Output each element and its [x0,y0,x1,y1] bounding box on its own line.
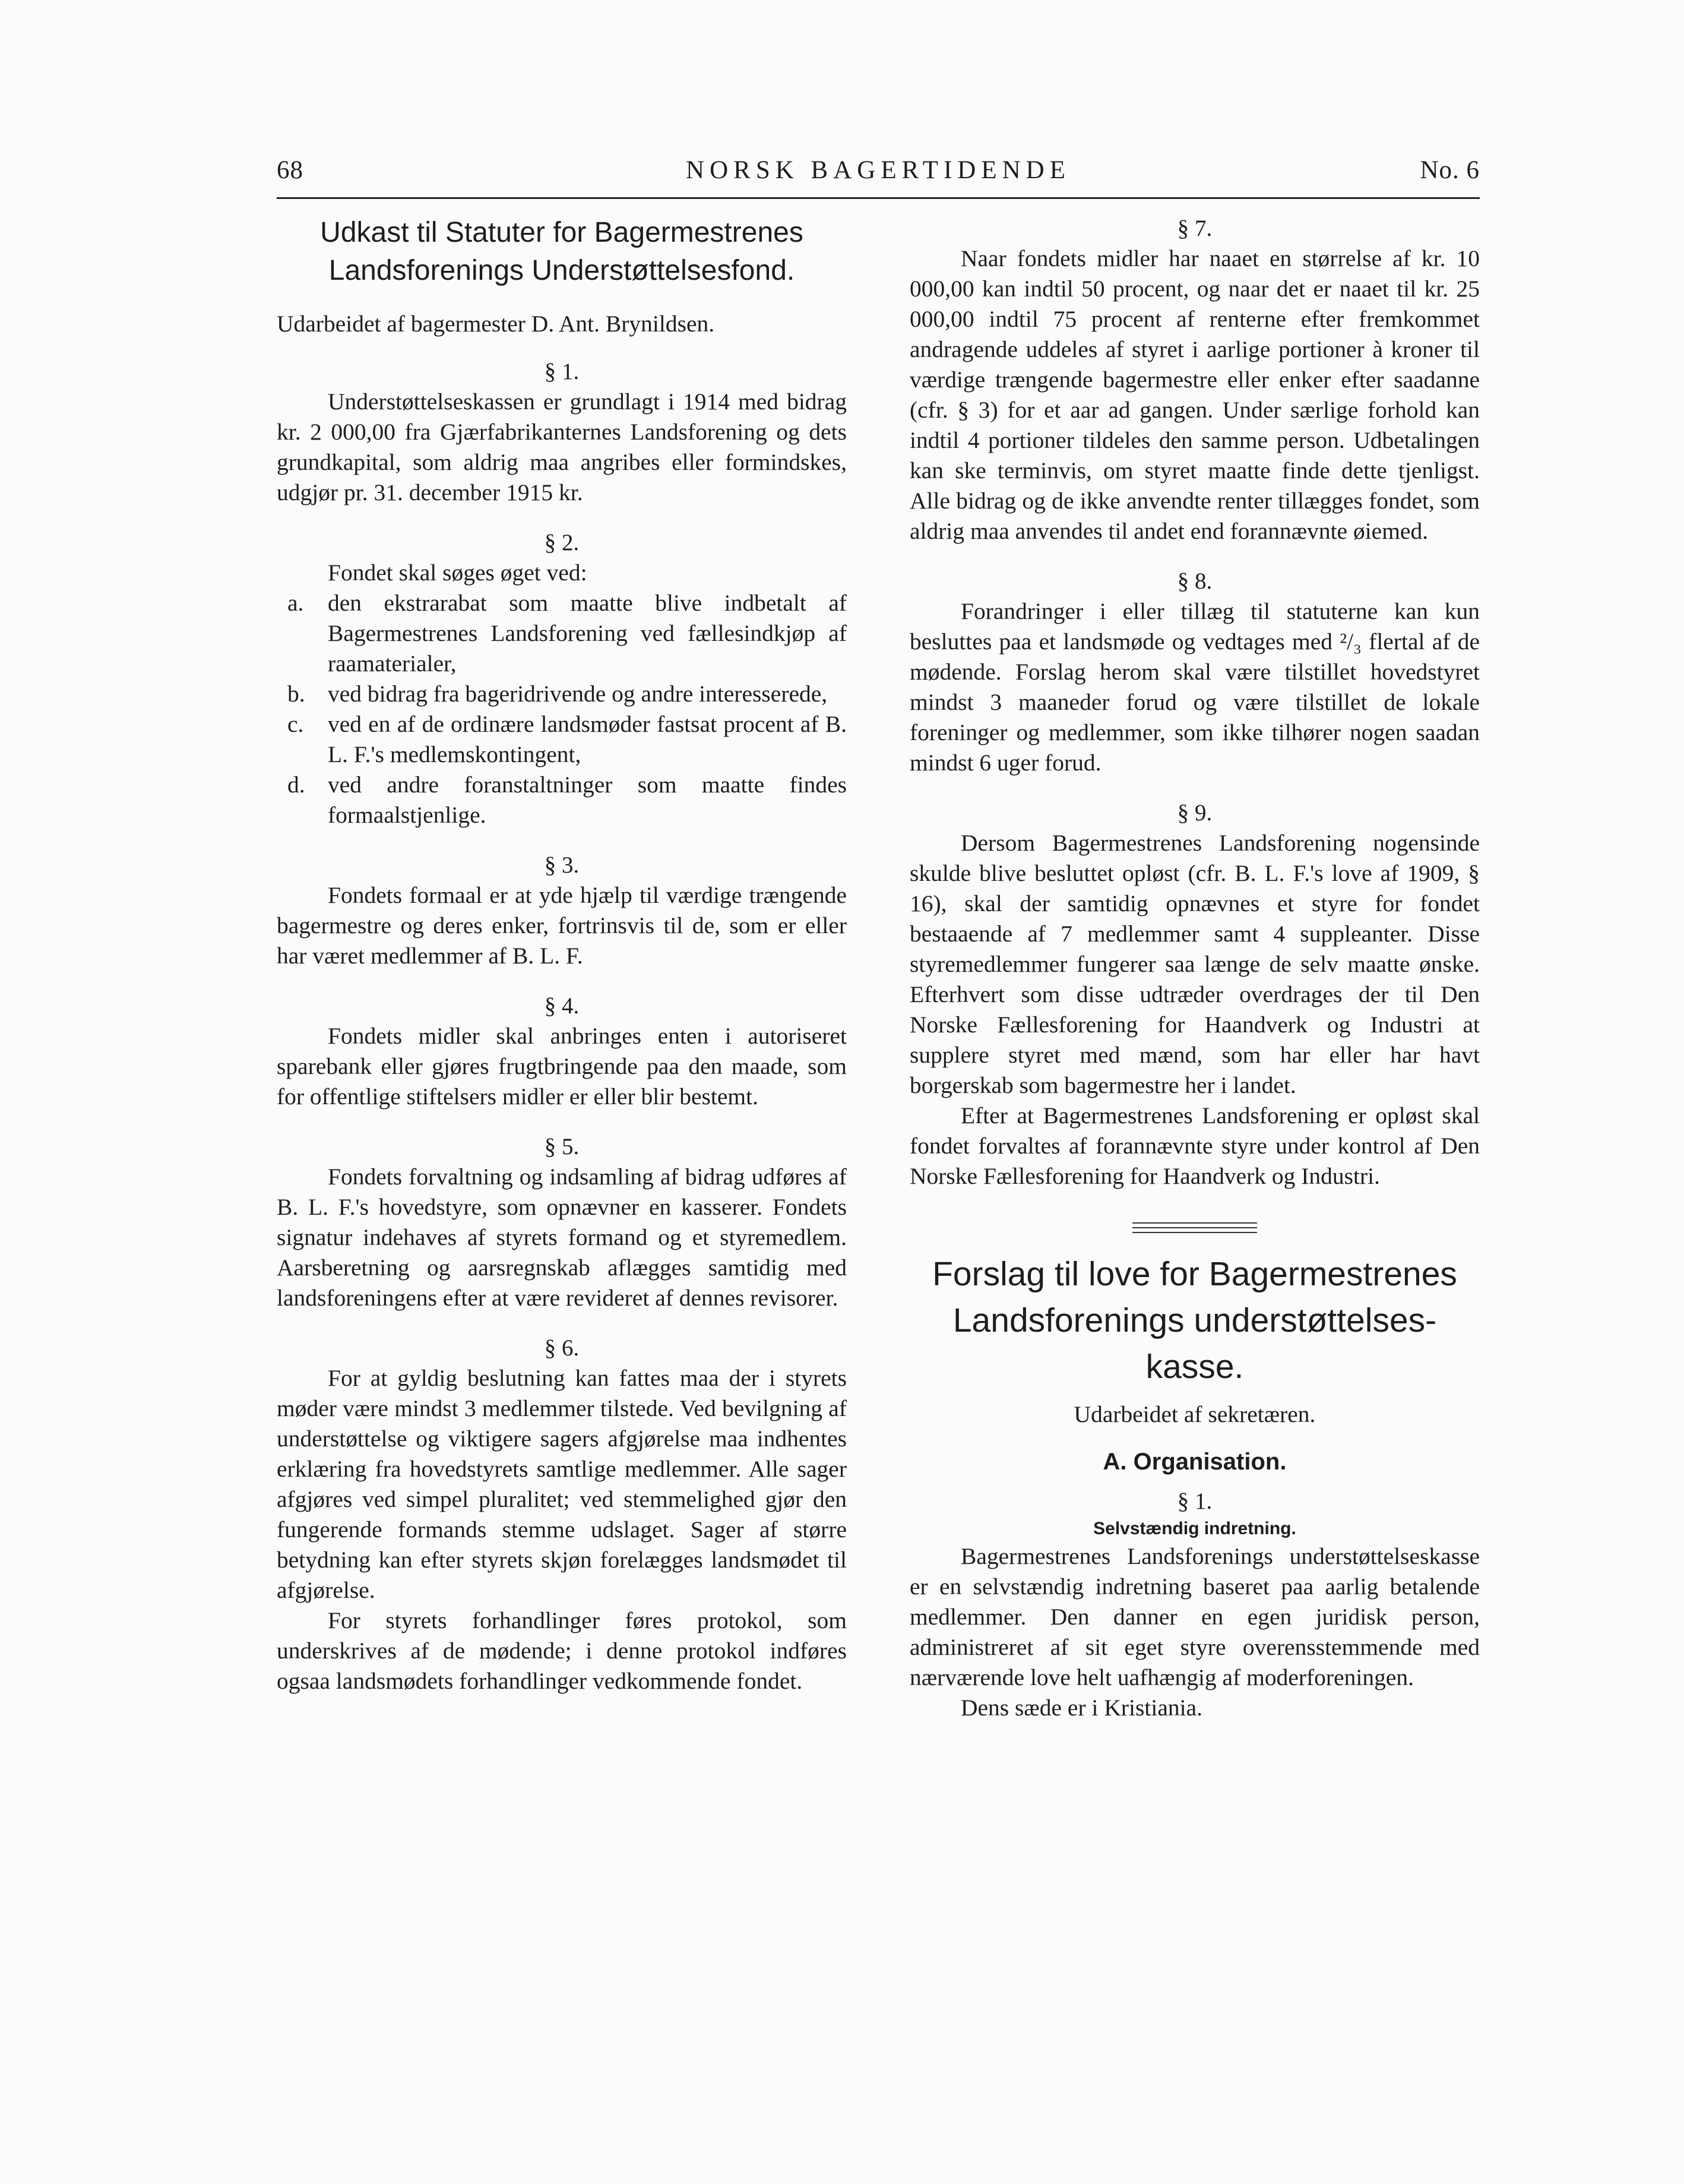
list-item: a. den ekstrarabat som maatte blive indbetalt af Bagermestrenes Landsforening ved fællesindkjøp af raamaterialer, [287,590,847,677]
section-3-text: Fondets formaal er at yde hjælp til værdige trængende bagermestre og deres enker, fortrinsvis til de, som er eller har været medlemmer af B. L. F. [277,882,847,969]
section-9-text-2: Efter at Bagermestrenes Landsforening er opløst skal fondet forvaltes af forannævnte styre under kontrol af Den Norske Fællesforening for Haandverk og Industri. [910,1102,1480,1189]
left-column [277,214,847,1696]
second-article-title-line1: Forslag til love for Bagermestrenes [932,1255,1457,1293]
section-8-text: Forandringer i eller tillæg til statuterne kan kun besluttes paa et landsmøde og vedtages med ²/₃ flertal af de mødende. Forslag herom skal være tilstillet hovedstyret mindst 3 maaneder forud og være tilstillet de lokale foreninger og medlemmer, som ikke tilhører nogen saadan mindst 6 uger forud. [910,598,1480,776]
list-item: d. ved andre foranstaltninger som maatte findes formaalstjenlige. [287,772,847,828]
section-7-heading: § 7. [1177,216,1213,241]
section-5-text: Fondets forvaltning og indsamling af bidrag udføres af B. L. F.'s hovedstyre, som opnævner en kasserer. Fondets signatur indehaves af styrets formand og et styremedlem. Aarsberetning og aarsregnskab aflægges samtidig med landsforeningens efter at være revideret af dennes revisorer. [277,1164,847,1311]
section-1-text: Understøttelseskassen er grundlagt i 1914 med bidrag kr. 2 000,00 fra Gjærfabrikanternes Landsforening og dets grundkapital, som aldrig maa angribes eller formindskes, udgjør pr. 31. december 1915 kr. [277,388,847,505]
running-header [277,156,1480,191]
law-section-1-text-1: Bagermestrenes Landsforenings understøttelseskasse er en selvstændig indretning baseret paa aarlig betalende medlemmer. Den danner en egen juridisk person, administreret af sit eget styre overensstemmende med nærværende love helt uafhængig af moderforeningen. [910,1543,1480,1690]
section-2-intro: Fondet skal søges øget ved: [328,560,587,586]
law-section-1-subheading: Selvstændig indretning. [1093,1519,1296,1538]
section-9-text-1: Dersom Bagermestrenes Landsforening nogensinde skulde blive besluttet opløst (cfr. B. L. F.'s love af 1909, § 16), skal der samtidig opnævnes et styre for fondet bestaaende af 7 medlemmer samt 4 suppleanter. Disse styremedlemmer fungerer saa længe de selv maatte ønske. Efterhvert som disse udtræder overdrages der til Den Norske Fællesforening for Haandverk og Industri at supplere styret med mænd, som har eller har havt borgerskab som bagermestre her i landet. [910,830,1480,1098]
section-3-heading: § 3. [544,852,580,878]
article-byline: Udarbeidet af bagermester D. Ant. Brynildsen. [277,311,715,337]
section-7-text: Naar fondets midler har naaet en størrelse af kr. 10 000,00 kan indtil 50 procent, og naar det er naaet til kr. 25 000,00 indtil 75 procent af renterne efter fremkommet andragende uddeles af styret i aarlige portioner à kroner til værdige trængende bagermestre eller enker efter saadanne (cfr. § 3) for et aar ad gangen. Under særlige forhold kan indtil 4 portioner tildeles den samme person. Udbetalingen kan ske terminvis, om styret maatte finde dette tjenligst. Alle bidrag og de ikke anvendte renter tillægges fondet, som aldrig maa anvendes til andet end forannævnte øiemed. [910,245,1480,544]
second-article-title-line2: Landsforenings understøttelses- [952,1301,1437,1339]
section-4-text: Fondets midler skal anbringes enten i autoriseret sparebank eller gjøres frugtbringende paa den maade, som for offentlige stiftelsers midler er eller blir bestemt. [277,1023,847,1110]
ornamental-divider [1132,1222,1257,1233]
issue-number: No. 6 [1420,156,1480,184]
second-article-title-line3: kasse. [1145,1348,1244,1386]
section-2-list [277,588,847,830]
section-5-heading: § 5. [544,1134,580,1159]
section-6-heading: § 6. [544,1335,580,1361]
law-section-1-heading: § 1. [1177,1488,1213,1514]
section-6-text-1: For at gyldig beslutning kan fattes maa der i styrets møder være mindst 3 medlemmer tilstede. Ved bevilgning af understøttelse og viktigere sagers afgjørelse maa indhentes erklæring fra hovedstyrets samtlige medlemmer. Alle sager afgjøres ved simpel pluralitet; ved stemmelighed gjør den fungerende formands stemme udslaget. Sager af større betydning kan efter styrets skjøn forelægges landsmødet til afgjørelse. [277,1365,847,1603]
section-2-heading: § 2. [544,530,580,555]
second-article-byline: Udarbeidet af sekretæren. [1074,1401,1316,1427]
article-title-line2: Landsforenings Understøttelsesfond. [328,255,795,286]
section-4-heading: § 4. [544,993,580,1019]
article-title-line1: Udkast til Statuter for Bagermestrenes [320,217,803,248]
header-rule [277,197,1480,199]
section-9-heading: § 9. [1177,800,1213,826]
right-column [910,214,1480,1723]
list-item: c. ved en af de ordinære landsmøder fastsat procent af B. L. F.'s medlemskontingent, [287,711,847,767]
section-1-heading: § 1. [544,359,580,384]
section-6-text-2: For styrets forhandlinger føres protokol, som underskrives af de mødende; i denne protokol indføres ogsaa landsmødets forhandlinger vedkommende fondet. [277,1607,847,1694]
journal-title: NORSK BAGERTIDENDE [686,156,1071,184]
section-a-heading: A. Organisation. [1103,1449,1287,1475]
section-8-heading: § 8. [1177,568,1213,594]
law-section-1-text-2: Dens sæde er i Kristiania. [961,1695,1202,1721]
list-item: b. ved bidrag fra bageridrivende og andre interesserede, [287,681,828,707]
page-number: 68 [277,156,303,184]
